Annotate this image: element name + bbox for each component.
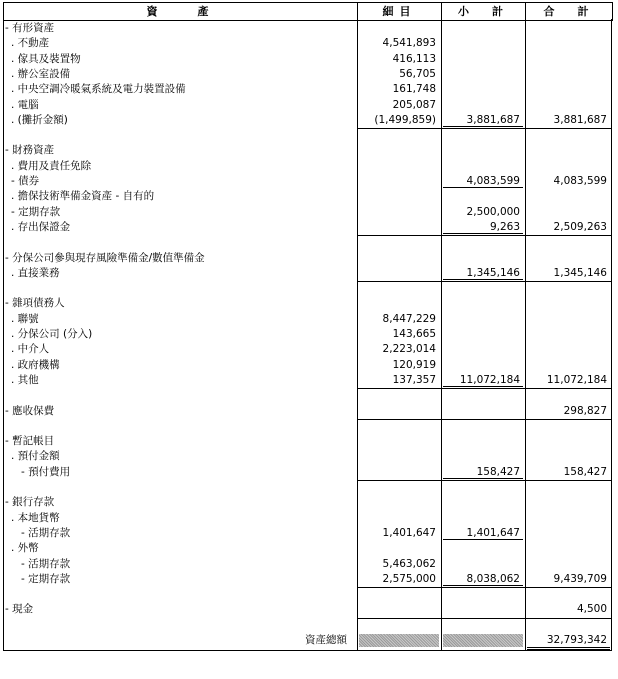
row-sub-value: 158,427 — [476, 465, 520, 478]
column-border — [525, 19, 526, 650]
row-sub-value: 11,072,184 — [459, 373, 520, 386]
table-row — [3, 143, 613, 158]
table-row — [3, 235, 613, 250]
row-label: - 財務資產 — [5, 144, 55, 157]
table-row — [3, 251, 613, 266]
row-label: . 中介人 — [11, 343, 50, 356]
table-row — [3, 327, 613, 342]
column-border — [3, 19, 4, 650]
total-shade-subtotal — [443, 634, 523, 647]
table-row — [3, 159, 613, 174]
row-total-value: 158,427 — [563, 465, 607, 478]
total-underline-2 — [527, 649, 610, 650]
row-label: . 分保公司 (分入) — [11, 328, 93, 340]
row-label: - 有形資產 — [5, 22, 55, 34]
subtotal-underline — [443, 539, 523, 540]
section-separator — [357, 480, 612, 481]
column-border — [611, 19, 612, 650]
row-total-value: 32,793,342 — [546, 634, 607, 646]
column-border — [357, 19, 358, 650]
table-row — [3, 312, 613, 327]
row-detail-value: 2,575,000 — [382, 572, 436, 585]
row-label: - 債券 — [11, 175, 40, 187]
total-shade-detail — [359, 634, 439, 647]
table-row — [3, 404, 613, 419]
row-detail-value: 8,447,229 — [382, 312, 436, 325]
table-row — [3, 36, 613, 51]
subtotal-underline — [443, 126, 523, 127]
header-subtotal: 小 計 — [442, 3, 526, 20]
table-row — [3, 98, 613, 113]
table-row — [3, 511, 613, 526]
header-detail: 細目 — [358, 3, 442, 20]
row-total-value: 2,509,263 — [553, 220, 607, 233]
row-detail-value: 161,748 — [392, 83, 436, 96]
row-label: . 其他 — [11, 373, 39, 386]
row-label: - 銀行存款 — [5, 496, 55, 509]
table-row — [3, 21, 613, 36]
table-row — [3, 342, 613, 357]
row-label: . 費用及責任免除 — [11, 159, 92, 172]
row-total-value: 4,500 — [576, 603, 607, 616]
subtotal-underline — [443, 233, 523, 234]
row-label: . 存出保證金 — [11, 220, 71, 233]
row-sub-value: 4,083,599 — [466, 175, 520, 187]
row-total-value: 11,072,184 — [546, 373, 607, 386]
row-label: . 傢具及裝置物 — [11, 52, 81, 65]
table-row — [3, 189, 613, 204]
section-separator — [357, 587, 612, 588]
table-row — [3, 587, 613, 602]
table-row — [3, 557, 613, 572]
row-label: - 活期存款 — [21, 557, 71, 570]
row-detail-value: (1,499,859) — [374, 113, 436, 126]
table-row — [3, 419, 613, 434]
table-row — [3, 205, 613, 220]
row-label: - 活期存款 — [21, 526, 71, 539]
table-row — [3, 449, 613, 464]
row-detail-value: 137,357 — [392, 373, 436, 386]
header-total: 合 計 — [543, 5, 595, 18]
row-label: - 現金 — [5, 603, 34, 616]
row-total-value: 4,083,599 — [553, 175, 607, 187]
row-label: . (攤折金額) — [11, 113, 68, 126]
table-row — [3, 495, 613, 510]
row-detail-value: 5,463,062 — [382, 557, 436, 570]
row-sub-value: 8,038,062 — [466, 572, 520, 585]
row-detail-value: 120,919 — [392, 358, 436, 371]
table-row — [3, 388, 613, 403]
row-detail-value: 143,665 — [392, 328, 436, 340]
row-label: - 暫記帳目 — [5, 435, 55, 448]
balance-sheet — [3, 2, 613, 677]
row-label: - 分保公司參與現存風險準備金/數值準備金 — [5, 251, 205, 264]
subtotal-underline — [443, 478, 523, 479]
row-label: . 中央空調冷暖氣系統及電力裝置設備 — [11, 83, 186, 96]
row-label: . 聯號 — [11, 312, 39, 325]
row-label: . 直接業務 — [11, 266, 60, 279]
table-row — [3, 618, 613, 633]
row-label: - 雜項債務人 — [5, 297, 65, 310]
row-sub-value: 1,345,146 — [466, 266, 520, 279]
row-total-value: 298,827 — [563, 404, 607, 417]
table-row — [3, 602, 613, 617]
row-total-value: 1,345,146 — [553, 266, 607, 279]
table-row — [3, 82, 613, 97]
table-row — [3, 358, 613, 373]
row-label: - 定期存款 — [21, 572, 71, 585]
table-row — [3, 434, 613, 449]
total-assets-label: 資產總額 — [305, 634, 347, 646]
row-total-value: 3,881,687 — [553, 113, 607, 126]
row-detail-value: 56,705 — [399, 67, 436, 80]
row-label: . 不動產 — [11, 37, 50, 50]
row-detail-value: 416,113 — [392, 52, 436, 65]
section-separator — [357, 128, 612, 129]
row-label: . 本地貨幣 — [11, 511, 60, 524]
table-row — [3, 541, 613, 556]
table-row — [3, 296, 613, 311]
subtotal-underline — [443, 279, 523, 280]
row-label: . 預付金額 — [11, 450, 60, 463]
row-label: - 應收保費 — [5, 404, 55, 417]
row-detail-value: 2,223,014 — [382, 343, 436, 356]
subtotal-underline — [443, 187, 523, 188]
row-sub-value: 3,881,687 — [466, 113, 520, 126]
table-row — [3, 128, 613, 143]
table-row — [3, 52, 613, 67]
table-row — [3, 633, 613, 648]
section-separator — [357, 235, 612, 236]
subtotal-underline — [443, 585, 523, 586]
table-header — [3, 2, 613, 21]
row-detail-value: 1,401,647 — [382, 526, 436, 539]
row-sub-value: 1,401,647 — [466, 526, 520, 539]
section-separator — [357, 281, 612, 282]
row-label: . 政府機構 — [11, 358, 60, 371]
row-label: . 外幣 — [11, 542, 39, 555]
row-label: . 辦公室設備 — [11, 67, 71, 80]
row-total-value: 9,439,709 — [553, 572, 607, 585]
row-detail-value: 4,541,893 — [382, 37, 436, 50]
table-bottom-border — [3, 650, 612, 651]
section-separator — [357, 618, 612, 619]
section-separator — [357, 419, 612, 420]
subtotal-underline — [443, 386, 523, 387]
row-label: . 擔保技術準備金資產 - 自有的 — [11, 190, 155, 203]
row-label: . 電腦 — [11, 98, 39, 111]
total-underline-1 — [527, 647, 610, 648]
table-row — [3, 67, 613, 82]
column-border — [441, 19, 442, 650]
section-separator — [357, 388, 612, 389]
row-detail-value: 205,087 — [392, 98, 436, 111]
row-sub-value: 2,500,000 — [466, 205, 520, 218]
table-row — [3, 281, 613, 296]
row-sub-value: 9,263 — [489, 220, 520, 233]
row-label: - 預付費用 — [21, 465, 71, 478]
row-label: - 定期存款 — [11, 205, 61, 218]
header-assets: 資 產 — [4, 3, 358, 20]
table-row — [3, 480, 613, 495]
